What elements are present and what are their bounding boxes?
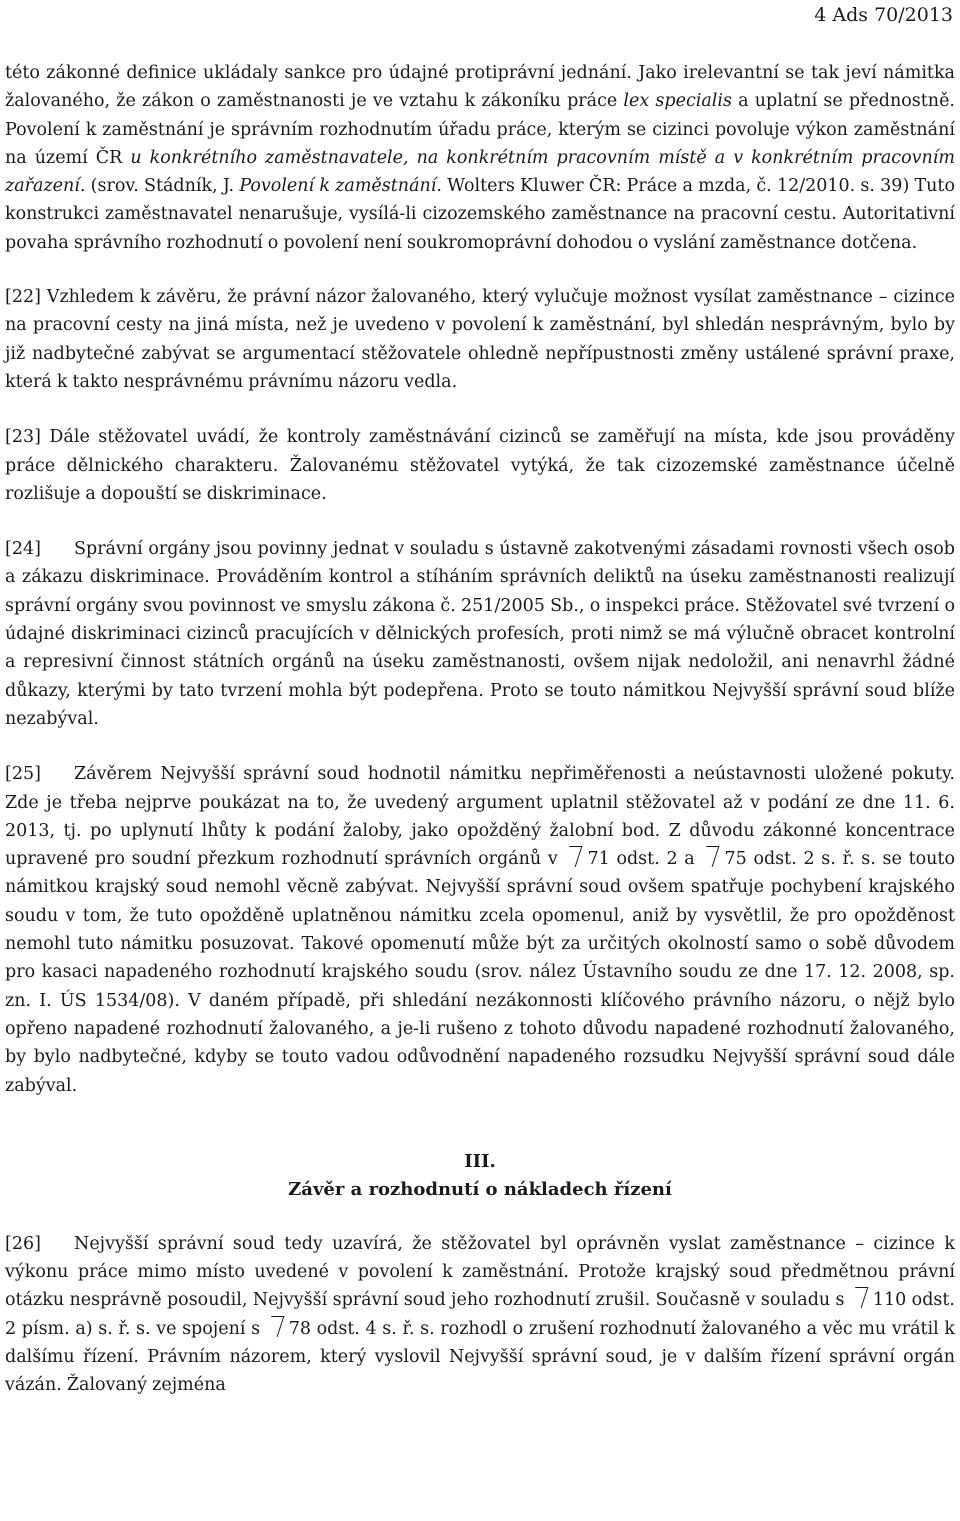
- section-sign-icon: [700, 846, 720, 867]
- text-run: a uplatní se přednostně. Povolení k zaměstnání je správním rozhodnutím úřadu práce, kterým se cizinci povoluje výkon zaměstnání na území ČR: [5, 91, 955, 168]
- case-number-header: 4 Ads 70/2013: [814, 4, 953, 26]
- text-run: 78 odst. 4 s. ř. s. rozhodl o zrušení rozhodnutí žalovaného a věc mu vrátil k dalšímu řízení. Právním názorem, který vyslovil Nejvyšší správní soud, je v dalším řízení správní orgán vázán. Žalovaný zejména: [5, 1318, 955, 1396]
- paragraph-24: [5, 535, 955, 733]
- italic-text-run: Povolení k zaměstnání.: [239, 176, 442, 197]
- text-run: 110 odst. 2 písm. a) s. ř. s. ve spojení s: [5, 1290, 955, 1339]
- paragraph-continuation: [5, 59, 955, 257]
- paragraph-23: [23] Dále stěžovatel uvádí, že kontroly zaměstnávání cizinců se zaměřují na místa, kde jsou prováděny práce dělnického charakteru. Žalovanému stěžovatel vytýká, že tak cizozemské zaměstnance účelně rozlišuje a dopouští se diskriminace.: [5, 427, 955, 504]
- section-heading: [5, 1148, 955, 1204]
- section-sign-icon: [848, 1287, 868, 1308]
- paragraph-26: [5, 1230, 955, 1400]
- paragraph-22: [22] Vzhledem k závěru, že právní názor žalovaného, který vylučuje možnost vysílat zaměstnance – cizince na pracovní cesty na jiná místa, než je uvedeno v povolení k zaměstnání, byl shledán nesprávným, bylo by již nadbytečné zabývat se argumentací stěžovatele ohledně nepřípustnosti změny ustálené správní praxe, která k takto nesprávnému právnímu názoru vedla.: [5, 287, 955, 392]
- section-title: Závěr a rozhodnutí o nákladech řízení: [288, 1178, 672, 1200]
- text-run: 75 odst. 2 s. ř. s. se touto námitkou krajský soud nemohl věcně zabývat. Nejvyšší správní soud ovšem spatřuje pochybení krajského soudu v tom, že tuto opožděně uplatněnou námitku zcela opomenul, aniž by vysvětlil, že pro opožděnost nemohl tuto námitku posuzovat. Takové opomenutí může být za určitých okolností samo o sobě důvodem pro kasaci napadeného rozhodnutí krajského soudu (srov. nález Ústavního soudu ze dne 17. 12. 2008, sp. zn. I. ÚS 1534/08). V daném případě, při shledání nezákonnosti klíčového právního názoru, o nějž bylo opřeno napadené rozhodnutí žalovaného, a je-li rušeno z tohoto důvodu napadené rozhodnutí žalovaného, by bylo nadbytečné, kdyby se touto vadou odůvodnění napadeného rozsudku Nejvyšší správní soud dále zabýval.: [5, 849, 955, 1096]
- paragraph-25: [5, 760, 955, 1100]
- text-run: 71 odst. 2 a: [587, 849, 695, 870]
- italic-text-run: lex specialis: [623, 91, 732, 112]
- text-run: (srov. Stádník, J.: [85, 176, 240, 197]
- document-page: [5, 0, 955, 1427]
- italic-text-run: u konkrétního zaměstnavatele, na konkrétním pracovním místě a v konkrétním pracovním zařazení.: [5, 147, 955, 197]
- paragraph-number: [26]: [5, 1233, 41, 1254]
- text-run: Wolters Kluwer ČR: Práce a mzda, č. 12/2010. s. 39) Tuto konstrukci zaměstnavatel nenarušuje, vysílá-li cizozemského zaměstnance na pracovní cestu. Autoritativní povaha správního rozhodnutí o povolení není soukromoprávní dohodou o vyslání zaměstnance dotčena.: [5, 176, 955, 253]
- text-run: Správní orgány jsou povinny jednat v souladu s ústavně zakotvenými zásadami rovnosti všech osob a zákazu diskriminace. Prováděním kontrol a stíháním správních deliktů na úseku zaměstnanosti realizují správní orgány svou povinnost ve smyslu zákona č. 251/2005 Sb., o inspekci práce. Stěžovatel své tvrzení o údajné diskriminaci cizinců pracujících v dělnických profesích, proti nimž se má výlučně obracet kontrolní a represivní činnost státních orgánů na úseku zaměstnanosti, ovšem nijak nedoložil, ani nenavrhl žádné důkazy, kterými by tato tvrzení mohla být podepřena. Proto se touto námitkou Nejvyšší správní soud blíže nezabýval.: [5, 539, 955, 729]
- text-run: Závěrem Nejvyšší správní soud hodnotil námitku nepřiměřenosti a neústavnosti uložené pokuty. Zde je třeba nejprve poukázat na to, že uvedený argument uplatnil stěžovatel až v podání ze dne 11. 6. 2013, tj. po uplynutí lhůty k podání žaloby, jako opožděný žalobní bod. Z důvodu zákonné koncentrace upravené pro soudní přezkum rozhodnutí správních orgánů v: [5, 764, 955, 870]
- paragraph-number: [24]: [5, 539, 41, 560]
- text-run: této zákonné definice ukládaly sankce pro údajné protiprávní jednání. Jako irelevantní se tak jeví námitka žalovaného, že zákon o zaměstnanosti je ve vztahu k zákoníku práce: [5, 63, 955, 112]
- text-run: Nejvyšší správní soud tedy uzavírá, že stěžovatel byl oprávněn vyslat zaměstnance – cizince k výkonu práce mimo místo uvedené v povolení k zaměstnání. Protože krajský soud předmětnou právní otázku nesprávně posoudil, Nejvyšší správní soud jeho rozhodnutí zrušil. Současně v souladu s: [5, 1233, 955, 1311]
- section-sign-icon: [264, 1316, 284, 1337]
- section-sign-icon: [563, 846, 583, 867]
- section-numeral: III.: [464, 1150, 496, 1172]
- paragraph-number: [25]: [5, 764, 41, 785]
